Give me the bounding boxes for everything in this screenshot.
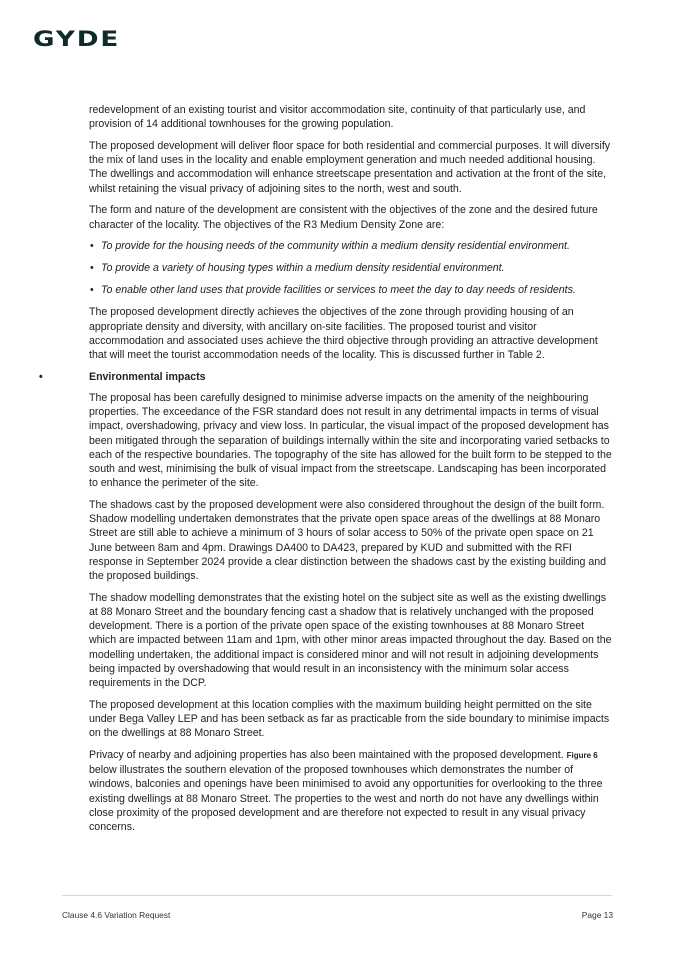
objective-text: To provide for the housing needs of the community within a medium density residential environment. [101,240,570,253]
objective-item [89,283,614,297]
paragraph-env-amenity: The proposal has been carefully designed to minimise adverse impacts on the amenity of the neighbouring properties. The exceedance of the FSR standard does not result in any detrimental impacts in terms of visual impact, overshadowing, privacy and view loss. In particular, the visual impact of the proposed development has been mitigated through the separation of buildings internally within the site and incorporating varied setbacks to each of the respective boundaries. The topography of the site has allowed for the built form to be stepped to the south and west, minimising the bulk of visual impact from the streetscape. Landscaping has been incorporated to enhance the perimeter of the site. [89,392,612,490]
objective-item [89,239,614,253]
privacy-text-start: Privacy of nearby and adjoining properties has also been maintained with the proposed development. [89,749,567,762]
figure-6-reference[interactable]: Figure 6 [566,751,598,761]
bullet-icon: • [39,370,43,383]
paragraph-intro-continuation: redevelopment of an existing tourist and visitor accommodation site, continuity of that particularly use, and provision of 14 additional townhouses for the growing population. [89,104,586,131]
paragraph-env-shadow-modelling: The shadow modelling demonstrates that the existing hotel on the subject site as well as the existing dwellings at 88 Monaro Street and the boundary fencing cast a shadow that is relatively unchanged with the proposed development. There is a portion of the private open space of the existing townhouses at 88 Monaro Street which are impacted between 11am and 1pm, with other minor areas impacted throughout the day. Based on the modelling undertaken, the additional impact is considered minor and will not result in adjoining developments being impacted by overshadowing that would result in an inconsistency with the minimum solar access requirements in the DCP. [89,591,612,690]
gyde-logo: GYDE [33,27,121,51]
privacy-text-rest: below illustrates the southern elevation of the proposed townhouses which demonstrates the number of windows, balconies and openings have been minimised to avoid any opportunities for overlooking to the three existing dwellings at 88 Monaro Street. The properties to the west and north do not have any dwellings within close proximity of the proposed development and are therefore not expected to result in any visual privacy concerns. [89,764,603,834]
bullet-icon: • [90,240,94,253]
footer-divider [62,895,612,896]
section-heading-environmental-impacts [39,370,614,384]
paragraph-achieves-objectives: The proposed development directly achieves the objectives of the zone through providing housing of an appropriate density and diversity, with ancillary on-site facilities. The proposed tourist and visitor accommodation and associated uses achieve the third objective through providing an attractive development that will meet the tourist accommodation needs of the locality. This is discussed further in Table 2. [89,306,598,362]
section-heading-text: Environmental impacts [89,370,206,383]
zone-objectives-list [89,239,614,297]
footer-document-title: Clause 4.6 Variation Request [62,910,171,920]
footer-page-number: Page 13 [581,910,613,920]
paragraph-floor-space: The proposed development will deliver floor space for both residential and commercial purposes. It will diversify the mix of land uses in the locality and enable employment generation and much needed additional housing. The dwellings and accommodation will enhance streetscape presentation and activation at the front of the site, whilst retaining the visual privacy of adjoining sites to the north, west and south. [89,140,611,195]
objective-item [89,261,614,275]
paragraph-env-shadows: The shadows cast by the proposed development were also considered throughout the design of the built form. Shadow modelling undertaken demonstrates that the private open space areas of the dwellings at 88 Monaro Street are still able to achieve a minimum of 3 hours of solar access to 50% of the private open space on 21 June between 8am and 4pm. Drawings DA400 to DA423, prepared by KUD and submitted with the RFI response in September 2024 provide a clear distinction between the shadows cast by the existing building and the proposed buildings. [89,499,607,583]
bullet-icon: • [90,284,94,297]
paragraph-env-building-height: The proposed development at this location complies with the maximum building height permitted on the site under Bega Valley LEP and has been setback as far as practicable from the side boundary to minimise impacts on the dwellings at 88 Monaro Street. [89,698,610,740]
paragraph-form-nature: The form and nature of the development are consistent with the objectives of the zone and the desired future character of the locality. The objectives of the R3 Medium Density Zone are: [89,204,598,231]
objective-text: To enable other land uses that provide facilities or services to meet the day to day needs of residents. [101,284,576,297]
page-body [39,103,614,842]
paragraph-env-privacy [89,748,614,834]
objective-text: To provide a variety of housing types within a medium density residential environment. [101,262,505,275]
bullet-icon: • [90,262,94,275]
